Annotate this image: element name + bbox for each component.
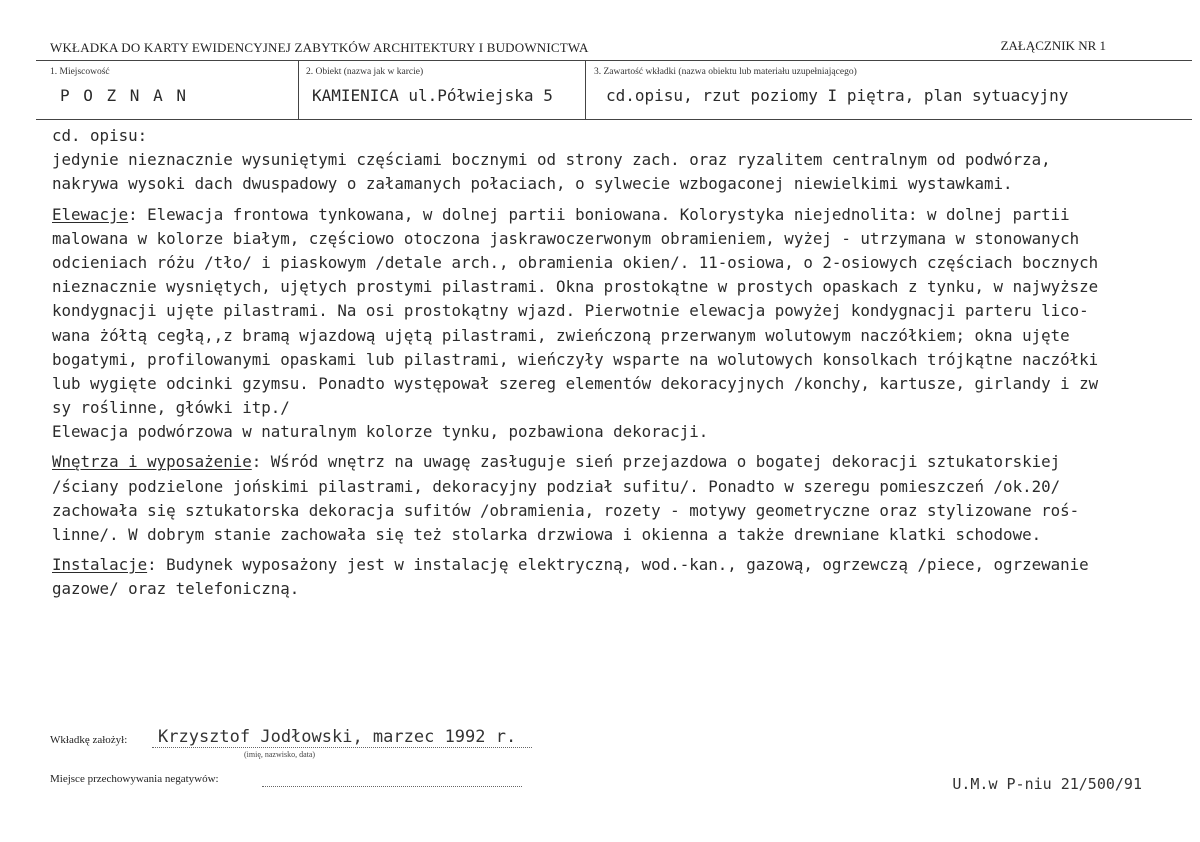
body-line: wana żółtą cegłą,,z bramą wjazdową ujętą pilastrami, zwieńczoną przerwanym wolutowym naczółkiem; okna ujęte (52, 325, 1070, 345)
body-line-text: : Wśród wnętrz na uwagę zasługuje sień przejazdowa o bogatej dekoracji sztukatorskiej (251, 452, 1061, 472)
locality-label: 1. Miejscowość (50, 67, 110, 77)
description-body (52, 124, 1198, 602)
body-line: nakrywa wysoki dach dwuspadowy o załamanych połaciach, o sylwecie wzbogaconej niewielkimi wystawkami. (52, 174, 1013, 194)
section-heading-installations: Instalacje (52, 555, 148, 575)
body-line: kondygnacji ujęte pilastrami. Na osi prostokątny wjazd. Pierwotnie elewacja powyżej kondygnacji parteru lico- (52, 301, 1089, 321)
interiors-paragraph-start (52, 450, 1198, 474)
object-label: 2. Obiekt (nazwa jak w karcie) (306, 67, 424, 77)
body-line: linne/. W dobrym stanie zachowała się też stolarka drzwiowa i okienna a także drewniane klatki schodowe. (52, 525, 1042, 544)
attachment-number: ZAŁĄCZNIK NR 1 (1000, 38, 1106, 53)
body-line: odcieniach różu /tło/ i piaskowym /detale arch., obramienia okien/. 11-osiowa, o 2-osiowych częściach bocznych (52, 252, 1099, 272)
body-line: lub wygięte odcinki gzymsu. Ponadto występował szereg elementów dekoracyjnych /konchy, kartusze, girlandy i zw (52, 373, 1099, 393)
body-line: zachowała się sztukatorska dekoracja sufitów /obramienia, rozety - motywy geometryczne oraz stylizowane roś- (52, 500, 1080, 520)
field-divider-1 (298, 60, 299, 120)
created-by-label: Wkładkę założył: (50, 734, 128, 746)
reference-number: U.M.w P-niu 21/500/91 (952, 775, 1142, 793)
created-by-hint: (imię, nazwisko, data) (244, 750, 316, 759)
body-line-text: : Elewacja frontowa tynkowana, w dolnej partii boniowana. Kolorystyka niejednolita: w dolnej partii (128, 204, 1070, 224)
created-by-value: Krzysztof Jodłowski, marzec 1992 r. (158, 727, 517, 747)
created-by-dotted-line (152, 747, 532, 748)
installations-paragraph-start (52, 553, 1198, 577)
contents-value: cd.opisu, rzut poziomy I piętra, plan sytuacyjny (606, 86, 1069, 105)
section-heading-elevations: Elewacje (52, 204, 129, 224)
body-line: nieznacznie wysniętych, ujętych prostymi pilastrami. Okna prostokątne w prostych opaskach z tynku, w najwyższe (52, 277, 1099, 297)
fields-rule (36, 119, 1192, 120)
body-line: jedynie nieznacznie wysuniętymi częściami bocznymi od strony zach. oraz ryzalitem centralnym od podwórza, (52, 150, 1051, 170)
body-line: cd. opisu: (52, 126, 148, 145)
elevations-paragraph-start (52, 203, 1198, 227)
form-title: WKŁADKA DO KARTY EWIDENCYJNEJ ZABYTKÓW ARCHITEKTURY I BUDOWNICTWA (50, 40, 589, 55)
body-line: gazowe/ oraz telefoniczną. (52, 579, 300, 599)
locality-value: P O Z N A N (60, 86, 188, 105)
field-divider-2 (585, 60, 586, 120)
object-value: KAMIENICA ul.Półwiejska 5 (312, 86, 553, 105)
header-rule (36, 60, 1192, 61)
body-line: Elewacja podwórzowa w naturalnym kolorze tynku, pozbawiona dekoracji. (52, 422, 709, 442)
body-line: malowana w kolorze białym, częściowo otoczona jaskrawoczerwonym obramieniem, wyżej - utrzymana w stonowanych (52, 228, 1080, 248)
section-heading-interiors: Wnętrza i wyposażenie (52, 452, 252, 472)
negatives-storage-label: Miejsce przechowywania negatywów: (50, 773, 219, 785)
body-line: sy roślinne, główki itp./ (52, 398, 290, 418)
negatives-storage-dotted-line (262, 786, 522, 787)
body-line-text: : Budynek wyposażony jest w instalację elektryczną, wod.-kan., gazową, ogrzewczą /piece, ogrzewanie (147, 555, 1089, 575)
body-line: bogatymi, profilowanymi opaskami lub pilastrami, wieńczyły wsparte na wolutowych konsolkach trójkątne naczółki (52, 349, 1099, 369)
contents-label: 3. Zawartość wkładki (nazwa obiektu lub materiału uzupełniającego) (594, 67, 857, 77)
body-line: /ściany podzielone jońskimi pilastrami, dekoracyjny podział sufitu/. Ponadto w szeregu pomieszczeń /ok.20/ (52, 476, 1061, 496)
